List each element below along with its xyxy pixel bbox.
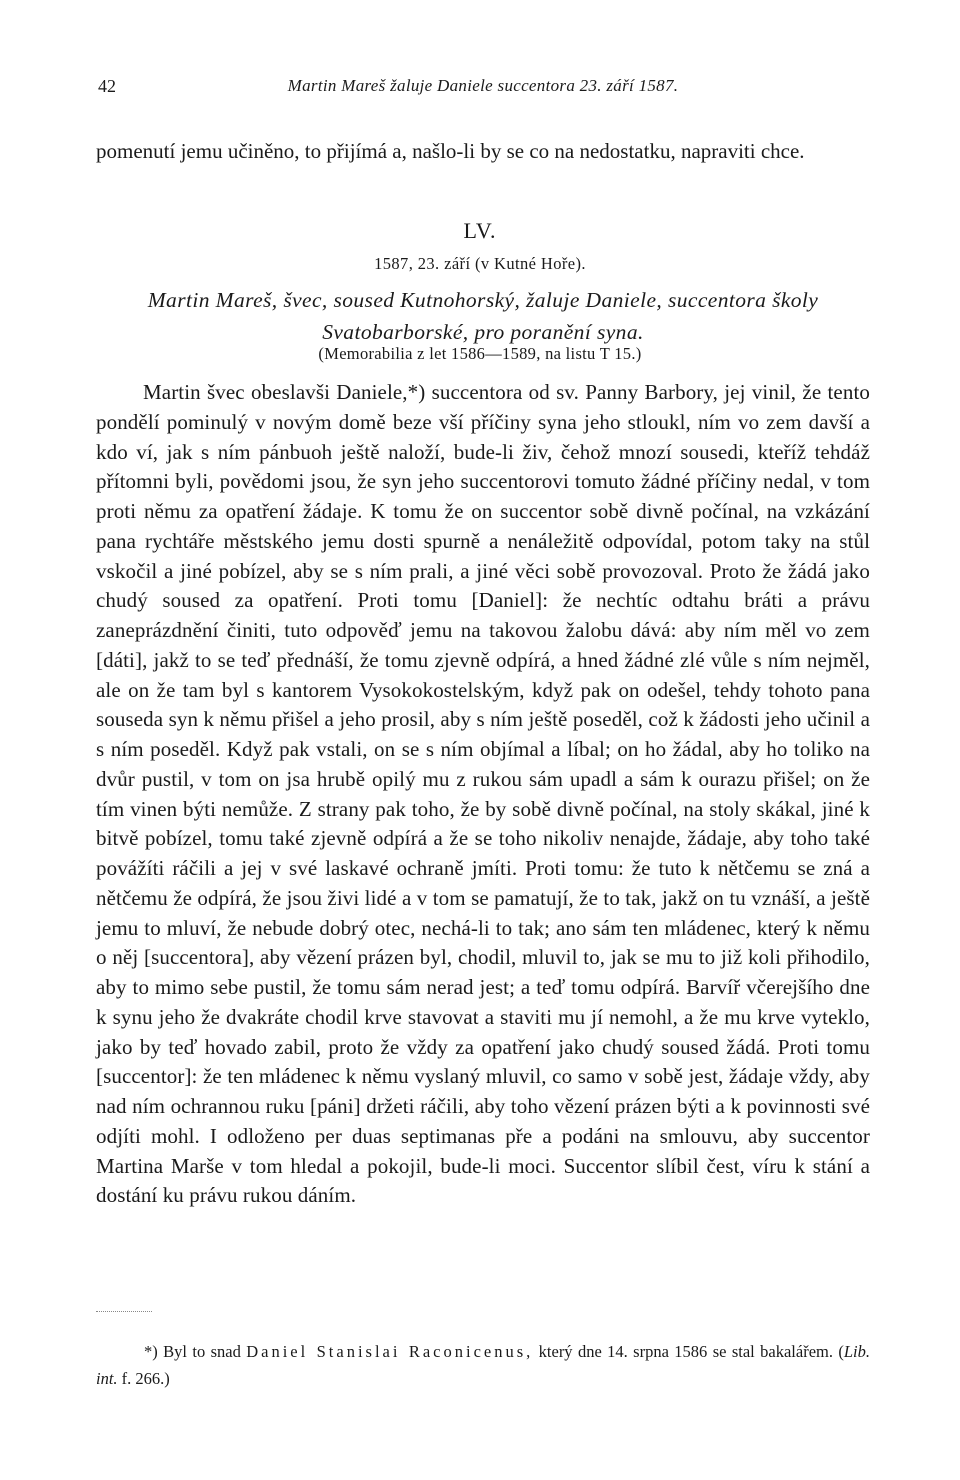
document-body-text: Martin švec obeslavši Daniele,*) succentora od sv. Panny Barbory, jej vinil, že tento pondělí pominulý v novým domě beze vší příčiny syna jeho stloukl, ním vo zem davší a kdo ví, jak s ním pánbuoh ještě naloží, bude-li živ, čehož mnozí sousedi, kteříž tehdáž přítomni byli, povědomi jsou, že syn jeho succentorovi tomuto žádné příčiny nedal, v tom proti němu za opatření žádaje. K tomu že on succentor sobě divně počínal, na vzkázání pana rychtáře městského jemu dosti spurně a nenáležitě odpovídal, potom taky na stůl vskočil a jiné pobízel, aby se s ním prali, a jiné věci sobě provozoval. Proto že žádá jako chudý soused za opatření. Proti tomu [Daniel]: že nechtíc odtahu bráti a právu zaneprázdnění činiti, tuto odpověď jemu na takovou žalobu dává: aby ním měl vo zem [dáti], jakž to se teď přednáší, že tomu zjevně odpírá, a hned žádné zlé vůle s ním nejměl, ale on že tam byl s kantorem Vysokokostelským, když pak on odešel, tehdy tohoto pana souseda syn k němu přišel a jeho prosil, aby s ním ještě poseděl, což k žádosti jeho učinil a s ním poseděl. Když pak vstali, on se s ním objímal a líbal; on ho žádal, aby ho toliko na dvůr pustil, v tom on jsa hrubě opilý mu z rukou sám upadl a sám k ourazu přišel; on že tím vinen býti nemůže. Z strany pak toho, že by sobě divně počínal, na stoly skákal, jiné k bitvě pobízel, tomu také zjevně odpírá a že se toho nikoliv nenajde, žádaje, aby toho také povážíti ráčili a jej v své laskavé ochraně jmíti. Proti tomu: že tuto k nětčemu se zná a nětčemu že odpírá, že jsou živi lidé a v tom se pamatují, že to tak, jakž on tu vznáší, a ještě jemu to mluví, že nebude dobrý otec, nechá-li to tak; ano sám ten mládenec, který k němu o něj [succentora], aby vězení prázen byl, chodil, mluvil to, jak se mu to již koli přihodilo, aby to mimo sebe pustil, že tomu sám nerad jest; a teď tomu odpírá. Barvíř včerejšího dne k synu jeho že dvakráte chodil krve stavovat a staviti mu jí nemohl, a že mu krve vyteklo, jako by teď hovado zabil, proto že vždy za opatření jako chudý soused žádá. Proti tomu [succentor]: že ten mládenec k němu vyslaný mluvil, co samo v sobě jest, žádaje vždy, aby nad ním ochrannou ruku [páni] držeti ráčili, aby toho vězení prázen býti a k povinnosti své odjíti mohl. I odloženo per duas septimanas pře a podáni na smlouvu, aby succentor Martina Marše v tom hledal a pokojil, bude-li moci. Succentor slíbil čest, víru k stání a dostání ku právu rukou dáním. [96,380,870,1208]
footnote-text-before: Byl to snad [163,1342,241,1361]
document-title: Martin Mareš, švec, soused Kutnohorský, žaluje Daniele, succentora školy Svatobarborské, pro poranění syna. [147,288,819,344]
document-date-place: 1587, 23. září (v Kutné Hoře). [374,254,586,273]
footnote-text-middle: který dne 14. srpna 1586 se stal bakalářem. ( [538,1342,844,1361]
page-number: 42 [98,76,116,96]
footnote-divider [96,1311,152,1312]
document-number: LV. [463,218,497,243]
page-header [98,76,868,100]
footnote-person-name: Daniel Stanislai Raconicenus, [246,1342,534,1361]
continuation-paragraph: pomenutí jemu učiněno, to přijímá a, našlo-li by se co na nedostatku, napraviti chce. [96,139,805,163]
running-head: Martin Mareš žaluje Daniele succentora 23. září 1587. [287,76,679,95]
footnote-text-after: f. 266.) [121,1369,170,1388]
footnote [96,1338,870,1392]
footnote-marker: *) [144,1342,158,1361]
footnote-citation: Lib. int. [96,1342,870,1388]
document-source: (Memorabilia z let 1586—1589, na listu T 15.) [318,344,642,363]
